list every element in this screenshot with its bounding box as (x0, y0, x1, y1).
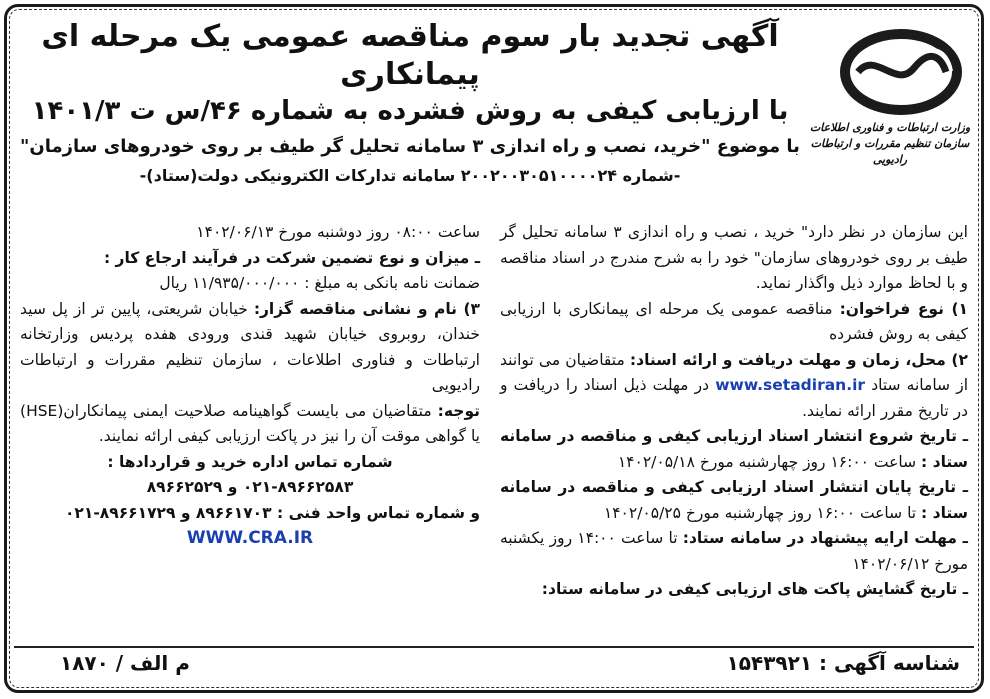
contact-numbers: ۰۲۱-۸۹۶۶۲۵۸۳ و ۸۹۶۶۲۵۲۹ (146, 478, 354, 496)
item-3-title: ۳) نام و نشانی مناقصه گزار: (253, 299, 481, 318)
date-1-text: ساعت ۱۶:۰۰ روز چهارشنبه مورخ ۱۴۰۲/۰۵/۱۸ (617, 452, 917, 471)
announcement-heading (20, 18, 800, 190)
right-column (500, 220, 968, 603)
heading-line-2: با ارزیابی کیفی به روش فشرده به شماره ۴۶/س ت ۱۴۰۱/۳ (31, 96, 789, 126)
left-column (20, 220, 480, 552)
item-2-text-b: در مهلت ذیل اسناد را دریافت و در تاریخ مقرر ارائه نمایند. (500, 376, 968, 420)
website-link[interactable]: WWW.CRA.IR (186, 528, 314, 548)
contact-title: شماره تماس اداره خرید و قراردادها : (107, 452, 393, 471)
ad-id: شناسه آگهی : ۱۵۴۳۹۲۱ (726, 651, 960, 675)
item-1 (500, 297, 968, 348)
ministry-name: وزارت ارتباطات و فناوری اطلاعات (809, 121, 971, 134)
item-1-text: مناقصه عمومی یک مرحله ای پیمانکاری با ارزیابی کیفی به روش فشرده (500, 299, 968, 343)
item-1-title: ۱) نوع فراخوان: (839, 299, 968, 318)
intro-text: این سازمان در نظر دارد" خرید ، نصب و راه اندازی ۳ سامانه تحلیل گر طیف بر روی خودروهای سازمان" خود را به شرح مندرج در اسناد مناقصه و با لحاظ موارد ذیل واگذار نماید. (500, 223, 968, 292)
item-2-text-a: متقاضیان می توانند از سامانه ستاد (500, 350, 968, 394)
date-1 (500, 424, 968, 475)
publication-code: م الف / ۱۸۷۰ (60, 651, 190, 675)
setad-link[interactable]: www.setadiran.ir (715, 376, 866, 394)
date-2-text: تا ساعت ۱۶:۰۰ روز چهارشنبه مورخ ۱۴۰۲/۰۵/۲۵ (603, 503, 917, 522)
date-2-title: ـ تاریخ پایان انتشار اسناد ارزیابی کیفی و مناقصه در سامانه ستاد : (500, 478, 968, 522)
guarantee-text: ضمانت نامه بانکی به مبلغ : ۱۱/۹۳۵/۰۰۰/۰۰۰ ریال (159, 274, 480, 292)
note (20, 399, 480, 450)
heading-line-1: آگهی تجدید بار سوم مناقصه عمومی یک مرحله ای پیمانکاری (41, 19, 779, 92)
note-text: متقاضیان می بایست گواهینامه صلاحیت ایمنی پیمانکاران(HSE) یا گواهی موقت آن را نیز در پاکت ارزیابی کیفی ارائه نمایند. (20, 401, 480, 445)
cra-logo-icon (836, 28, 966, 116)
opening-time: ساعت ۰۸:۰۰ روز دوشنبه مورخ ۱۴۰۲/۰۶/۱۳ (196, 223, 480, 241)
date-2 (500, 475, 968, 526)
organization-name (806, 120, 974, 168)
item-2-title: ۲) محل، زمان و مهلت دریافت و ارائه اسناد: (629, 350, 968, 369)
footer-divider (14, 646, 974, 648)
date-4 (500, 577, 968, 603)
guarantee-title: ـ میزان و نوع تضمین شرکت در فرآیند ارجاع کار : (103, 248, 480, 267)
item-3 (20, 297, 480, 399)
date-1-title: ـ تاریخ شروع انتشار اسناد ارزیابی کیفی و مناقصه در سامانه ستاد : (500, 427, 968, 471)
date-3-title: ـ مهلت ارایه پیشنهاد در سامانه ستاد: (682, 529, 968, 547)
tech-contact: و شماره تماس واحد فنی : ۸۹۶۶۱۷۰۳ و ۸۹۶۶۱۷۲۹-۰۲۱ (64, 503, 480, 522)
item-2 (500, 348, 968, 425)
agency-name: سازمان تنظیم مقررات و ارتباطات رادیویی (810, 137, 970, 166)
heading-subject: با موضوع "خرید، نصب و راه اندازی ۳ سامانه تحلیل گر طیف بر روی خودروهای سازمان" (20, 136, 800, 157)
note-title: توجه: (437, 401, 480, 420)
date-3 (500, 526, 968, 577)
date-3-text: تا ساعت ۱۴:۰۰ روز یکشنبه مورخ ۱۴۰۲/۰۶/۱۲ (500, 529, 968, 573)
heading-setad-number: -شماره ۲۰۰۲۰۰۳۰۵۱۰۰۰۰۲۴ سامانه تدارکات الکترونیکی دولت(ستاد)- (139, 166, 681, 185)
date-4-title: ـ تاریخ گشایش پاکت های ارزیابی کیفی در سامانه ستاد: (541, 580, 968, 598)
item-3-text: خیابان شریعتی، پایین تر از پل سید خندان، روبروی خیابان شهید قندی ورودی هفده پردیس وزارتخانه ارتباطات و فناوری اطلاعات ، سازمان تنظیم مقررات و ارتباطات رادیویی (20, 299, 480, 394)
